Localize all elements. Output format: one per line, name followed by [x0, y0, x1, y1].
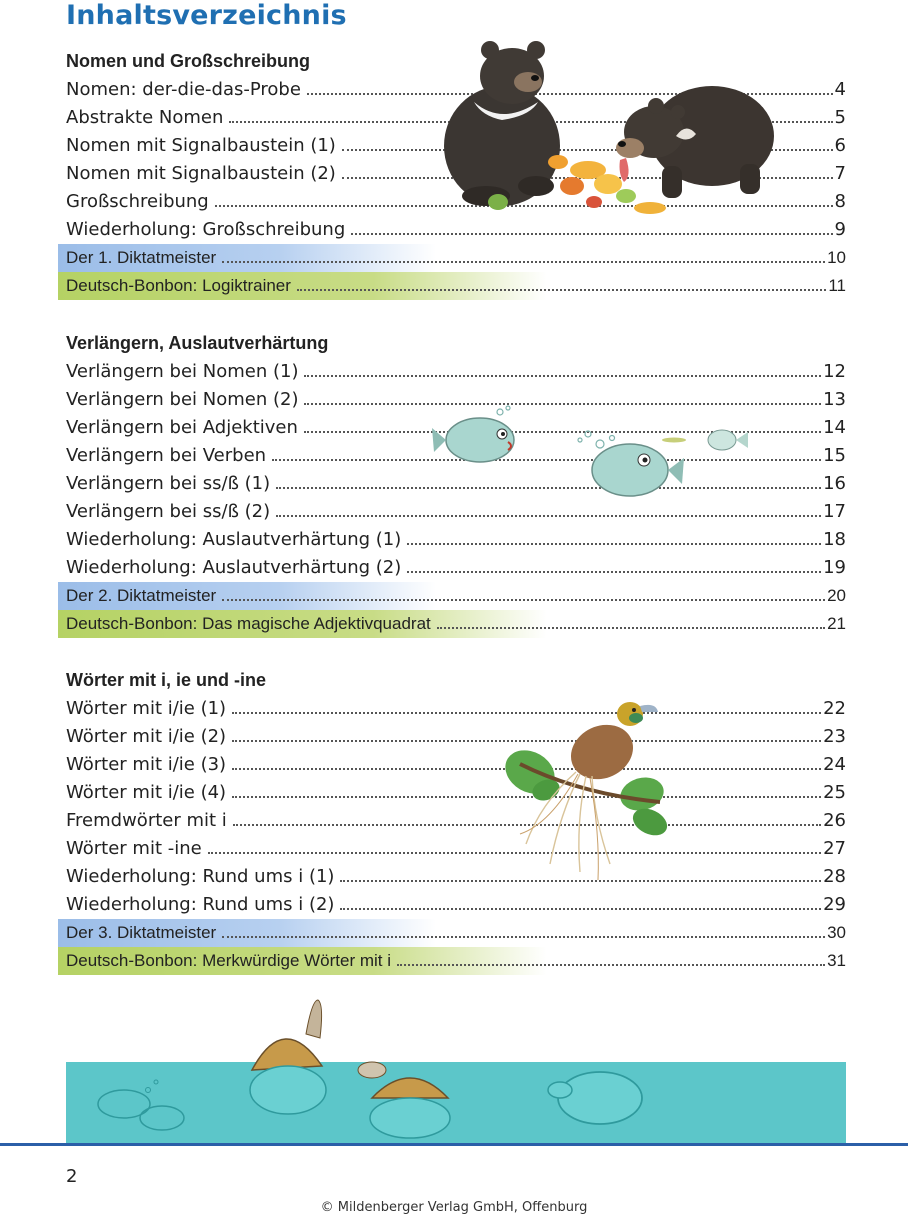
entry-page: 26: [823, 810, 846, 831]
toc-entry-bonbon[interactable]: [58, 272, 846, 300]
entry-page: 12: [823, 361, 846, 382]
entry-page: 29: [823, 894, 846, 915]
bird-illustration: [490, 694, 680, 884]
toc-entry[interactable]: [66, 723, 846, 751]
section-heading: Wörter mit i, ie und -ine: [66, 670, 267, 690]
entry-page: 19: [823, 557, 846, 578]
entry-page: 24: [823, 754, 846, 775]
entry-label: Verlängern bei Nomen (2): [66, 389, 299, 410]
copyright-notice: © Mildenberger Verlag GmbH, Offenburg: [320, 1200, 588, 1215]
toc-entry-bonbon[interactable]: [58, 610, 846, 638]
dot-leader: [407, 543, 821, 545]
toc-entry-bonbon[interactable]: [58, 947, 846, 975]
entry-label: Deutsch-Bonbon: Das magische Adjektivquadrat: [66, 614, 431, 633]
entry-label: Verlängern bei ss/ß (1): [66, 473, 271, 494]
shoreline-divider: [0, 1143, 908, 1146]
entry-page: 7: [834, 163, 846, 184]
entry-label: Wörter mit -ine: [66, 838, 202, 859]
entry-label: Großschreibung: [66, 191, 209, 212]
entry-label: Wörter mit i/ie (3): [66, 754, 227, 775]
entry-page: 17: [823, 501, 846, 522]
turtle-icon: [548, 1072, 642, 1124]
dot-leader: [222, 599, 825, 601]
entry-page: 18: [823, 529, 846, 550]
bears-illustration: [440, 36, 780, 222]
turtle-icon: [358, 1062, 450, 1138]
entry-label: Wörter mit i/ie (2): [66, 726, 227, 747]
small-fish-icon: [662, 430, 748, 450]
entry-page: 21: [827, 614, 846, 633]
entry-page: 28: [823, 866, 846, 887]
entry-label: Nomen mit Signalbaustein (2): [66, 163, 336, 184]
pufferfish-icon: [432, 418, 514, 462]
entry-label: Wörter mit i/ie (4): [66, 782, 227, 803]
toc-entry[interactable]: [66, 779, 846, 807]
entry-label: Der 3. Diktatmeister: [66, 923, 217, 942]
dot-leader: [351, 233, 832, 235]
entry-label: Wörter mit i/ie (1): [66, 698, 227, 719]
entry-label: Fremdwörter mit i: [66, 810, 227, 831]
page-title: Inhaltsverzeichnis: [66, 0, 347, 31]
entry-page: 6: [834, 135, 846, 156]
entry-label: Nomen mit Signalbaustein (1): [66, 135, 336, 156]
toc-entry[interactable]: [66, 891, 846, 919]
entry-label: Verlängern bei ss/ß (2): [66, 501, 271, 522]
page-number: 2: [66, 1166, 78, 1187]
dot-leader: [397, 964, 825, 966]
toc-entry[interactable]: [66, 863, 846, 891]
entry-page: 10: [827, 248, 846, 267]
entry-page: 22: [823, 698, 846, 719]
entry-page: 20: [827, 586, 846, 605]
entry-page: 4: [834, 79, 846, 100]
entry-label: Abstrakte Nomen: [66, 107, 224, 128]
pufferfish-icon: [592, 444, 684, 496]
entry-page: 13: [823, 389, 846, 410]
entry-label: Wiederholung: Auslautverhärtung (2): [66, 557, 402, 578]
dot-leader: [222, 261, 825, 263]
entry-page: 27: [823, 838, 846, 859]
toc-entry-diktatmeister[interactable]: [58, 919, 846, 947]
entry-label: Nomen: der-die-das-Probe: [66, 79, 301, 100]
entry-page: 14: [823, 417, 846, 438]
turtles-illustration: [66, 994, 846, 1144]
dot-leader: [304, 375, 821, 377]
entry-page: 9: [834, 219, 846, 240]
entry-page: 16: [823, 473, 846, 494]
walking-bear-icon: [616, 86, 774, 198]
toc-entry-diktatmeister[interactable]: [58, 244, 846, 272]
entry-label: Der 2. Diktatmeister: [66, 586, 217, 605]
entry-page: 11: [828, 276, 846, 295]
entry-page: 31: [827, 951, 846, 970]
entry-label: Der 1. Diktatmeister: [66, 248, 217, 267]
entry-page: 8: [834, 191, 846, 212]
entry-label: Wiederholung: Rund ums i (2): [66, 894, 335, 915]
entry-page: 30: [827, 923, 846, 942]
sitting-bear-icon: [444, 41, 560, 206]
entry-label: Verlängern bei Adjektiven: [66, 417, 298, 438]
toc-section-woerter-i: [66, 667, 846, 975]
dot-leader: [222, 936, 825, 938]
entry-label: Wiederholung: Großschreibung: [66, 219, 346, 240]
toc-entry[interactable]: [66, 526, 846, 554]
entry-label: Verlängern bei Verben: [66, 445, 267, 466]
toc-entry[interactable]: [66, 751, 846, 779]
entry-page: 5: [834, 107, 846, 128]
dot-leader: [437, 627, 825, 629]
section-heading: Nomen und Großschreibung: [66, 51, 311, 71]
section-heading: Verlängern, Auslautverhärtung: [66, 333, 329, 353]
toc-entry[interactable]: [66, 835, 846, 863]
toc-entry[interactable]: [66, 554, 846, 582]
toc-entry-diktatmeister[interactable]: [58, 582, 846, 610]
entry-page: 15: [823, 445, 846, 466]
entry-page: 25: [823, 782, 846, 803]
toc-entry[interactable]: [66, 695, 846, 723]
entry-label: Verlängern bei Nomen (1): [66, 361, 299, 382]
fish-illustration: [430, 404, 760, 510]
entry-label: Wiederholung: Auslautverhärtung (1): [66, 529, 402, 550]
toc-entry[interactable]: [66, 358, 846, 386]
entry-label: Wiederholung: Rund ums i (1): [66, 866, 335, 887]
entry-label: Deutsch-Bonbon: Merkwürdige Wörter mit i: [66, 951, 392, 970]
toc-entry[interactable]: [66, 807, 846, 835]
dot-leader: [340, 908, 821, 910]
fish-icon: [98, 1080, 184, 1130]
dot-leader: [276, 515, 821, 517]
dot-leader: [297, 289, 826, 291]
entry-page: 23: [823, 726, 846, 747]
turtle-icon: [250, 1000, 326, 1114]
entry-label: Deutsch-Bonbon: Logiktrainer: [66, 276, 291, 295]
dot-leader: [407, 571, 821, 573]
